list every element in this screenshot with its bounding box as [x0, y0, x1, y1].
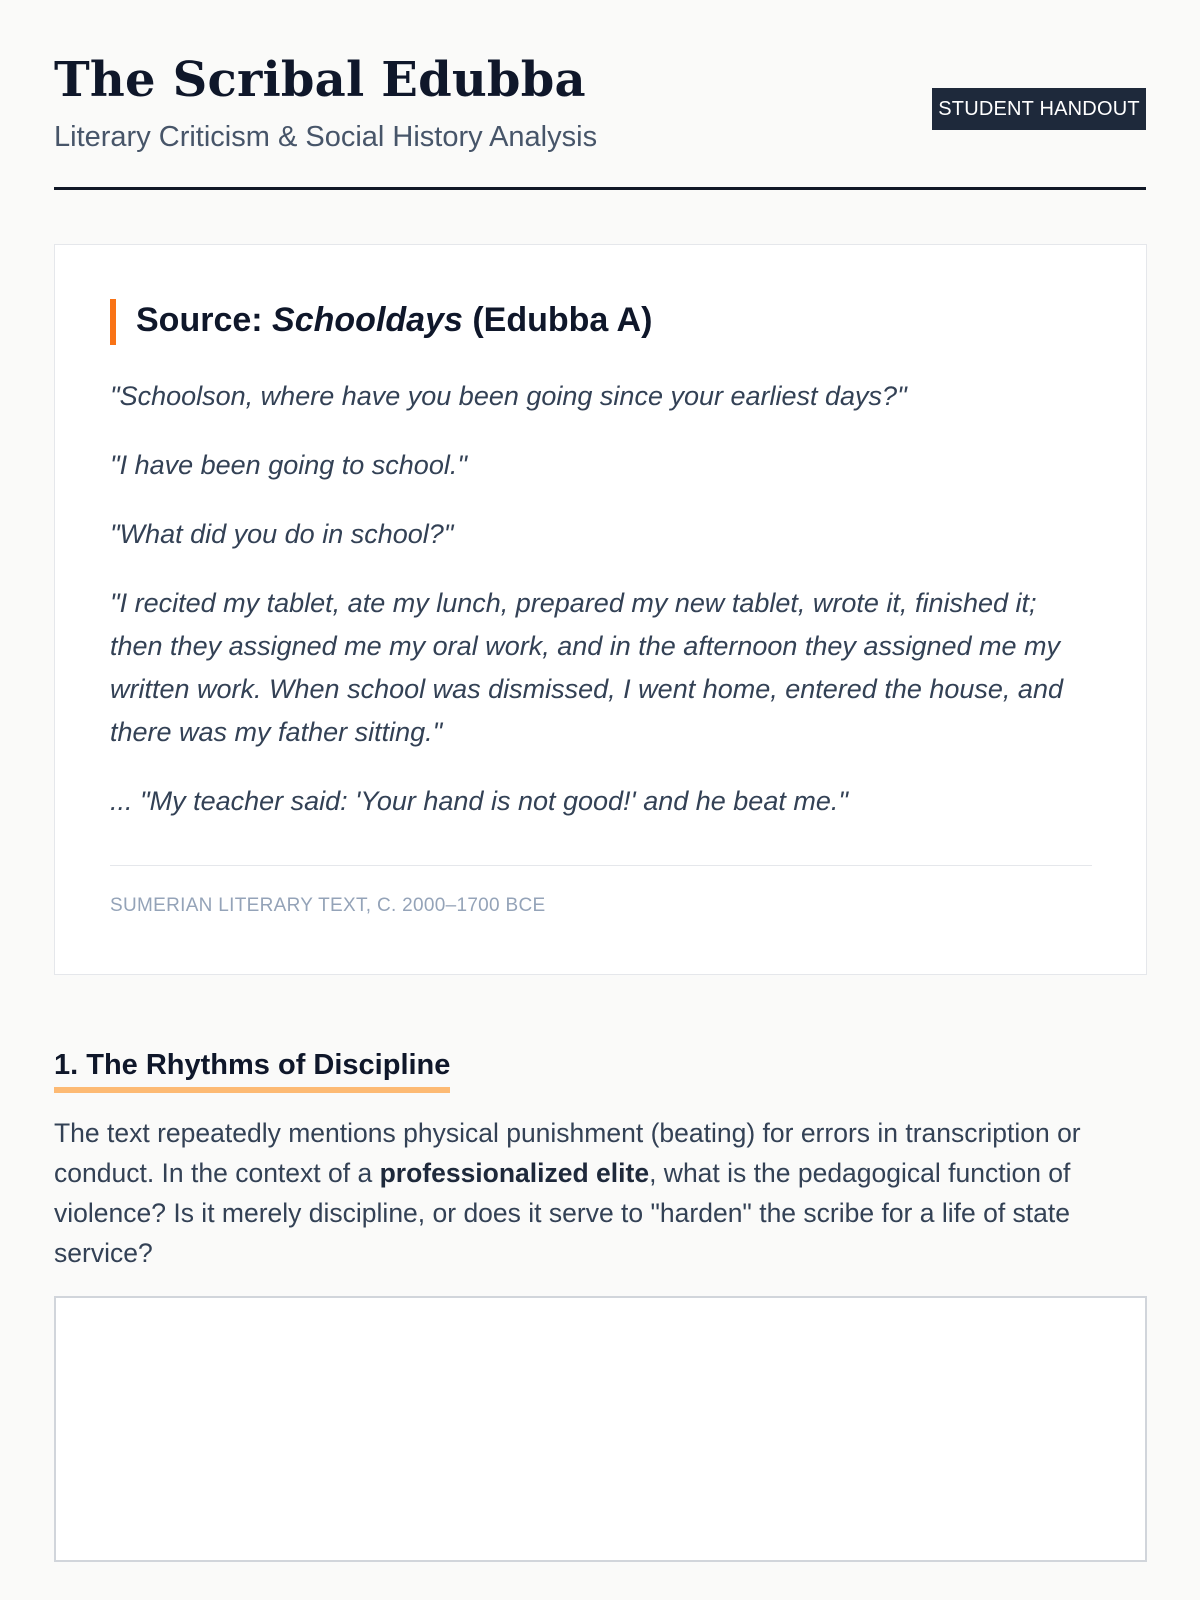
handout-badge: STUDENT HANDOUT: [932, 88, 1146, 130]
question-emphasis: professionalized elite: [379, 1157, 650, 1188]
page-header: [54, 0, 1146, 190]
source-divider: [110, 865, 1092, 866]
question-text-start: The text repeatedly mentions physical punishment (beating) for errors in transcription or conduct. In the context of a: [54, 1117, 1081, 1188]
quote-line: ... "My teacher said: 'Your hand is not good!' and he beat me.": [110, 785, 848, 816]
question-text: [54, 1113, 1147, 1273]
question-text-end: , what is the pedagogical function of violence? Is it merely discipline, or does it serve to "harden" the scribe for a life of state service?: [54, 1157, 1071, 1268]
question-section: [54, 1048, 1147, 1273]
quote-line: "I have been going to school.": [110, 449, 467, 480]
quote-line: "Schoolson, where have you been going since your earliest days?": [110, 380, 907, 411]
page-title: The Scribal Edubba: [54, 52, 586, 108]
source-card: [54, 244, 1147, 975]
quote-paragraph: "I recited my tablet, ate my lunch, prepared my new tablet, wrote it, finished it; then they assigned me my oral work, and in the afternoon they assigned me my written work. When school was dismissed, I went home, entered the house, and there was my father sitting.": [110, 587, 1063, 747]
page-subtitle: Literary Criticism & Social History Analysis: [54, 121, 598, 153]
source-heading-suffix: (Edubba A): [472, 301, 653, 339]
quote-line: "What did you do in school?": [110, 518, 454, 549]
source-heading-prefix: Source:: [136, 301, 263, 339]
source-heading: [110, 297, 1092, 345]
question-title: 1. The Rhythms of Discipline: [54, 1048, 450, 1093]
source-heading-title: Schooldays: [272, 301, 463, 339]
source-caption: SUMERIAN LITERARY TEXT, C. 2000–1700 BCE: [110, 895, 546, 916]
answer-box[interactable]: [54, 1296, 1147, 1562]
